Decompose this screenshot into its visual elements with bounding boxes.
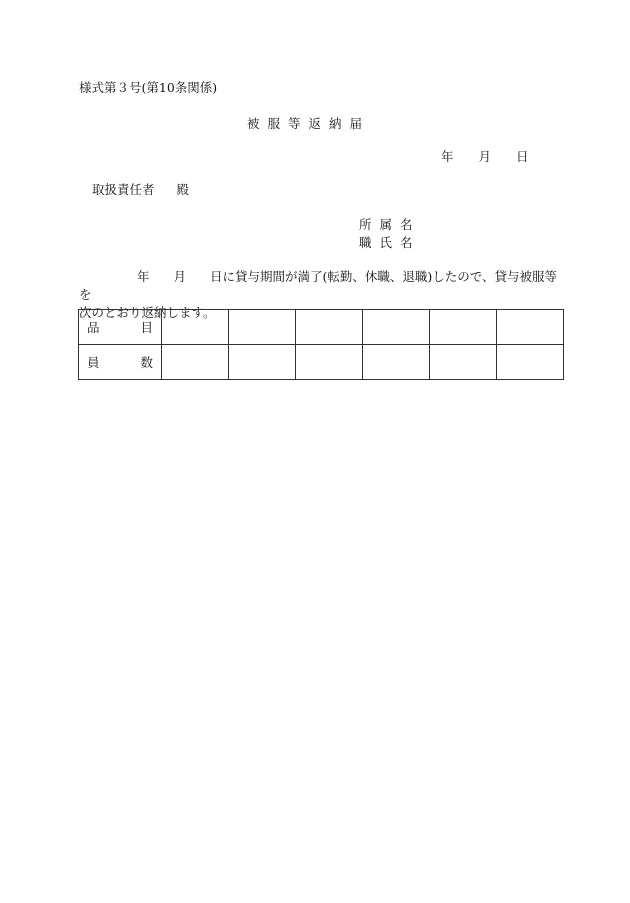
body-rest-line1: 日に貸与期間が満了(転勤、休職、退職)したので、貸与被服等を [79,269,558,302]
addressee [92,184,189,197]
date-line [441,151,529,164]
item-cell[interactable] [229,310,296,345]
item-cell[interactable] [296,310,363,345]
body-line2: 次のとおり返納します。 [79,305,216,320]
item-cell[interactable] [363,310,430,345]
item-cell[interactable] [162,310,229,345]
quantity-cell[interactable] [497,345,564,380]
table-row-quantity [79,345,564,380]
item-cell[interactable] [497,310,564,345]
staff-name-label: 職氏名 [359,235,421,250]
quantity-cell[interactable] [430,345,497,380]
row-label-items: 品目 [79,310,162,345]
table-row-items [79,310,564,345]
body-month: 月 [173,269,187,284]
quantity-cell[interactable] [363,345,430,380]
form-title: 被服等返納届 [247,116,371,131]
affiliation-label: 所属名 [359,217,421,232]
addressee-name: 取扱責任者 [92,182,155,197]
row-label-quantity: 員数 [79,345,162,380]
quantity-cell[interactable] [162,345,229,380]
body-year: 年 [137,269,150,284]
date-day: 日 [516,149,529,164]
date-year: 年 [441,149,454,164]
return-items-table [78,309,564,380]
item-cell[interactable] [430,310,497,345]
date-month: 月 [478,149,492,164]
addressee-honorific: 殿 [176,182,190,197]
quantity-cell[interactable] [229,345,296,380]
form-number: 様式第３号(第10条関係) [79,80,218,95]
quantity-cell[interactable] [296,345,363,380]
